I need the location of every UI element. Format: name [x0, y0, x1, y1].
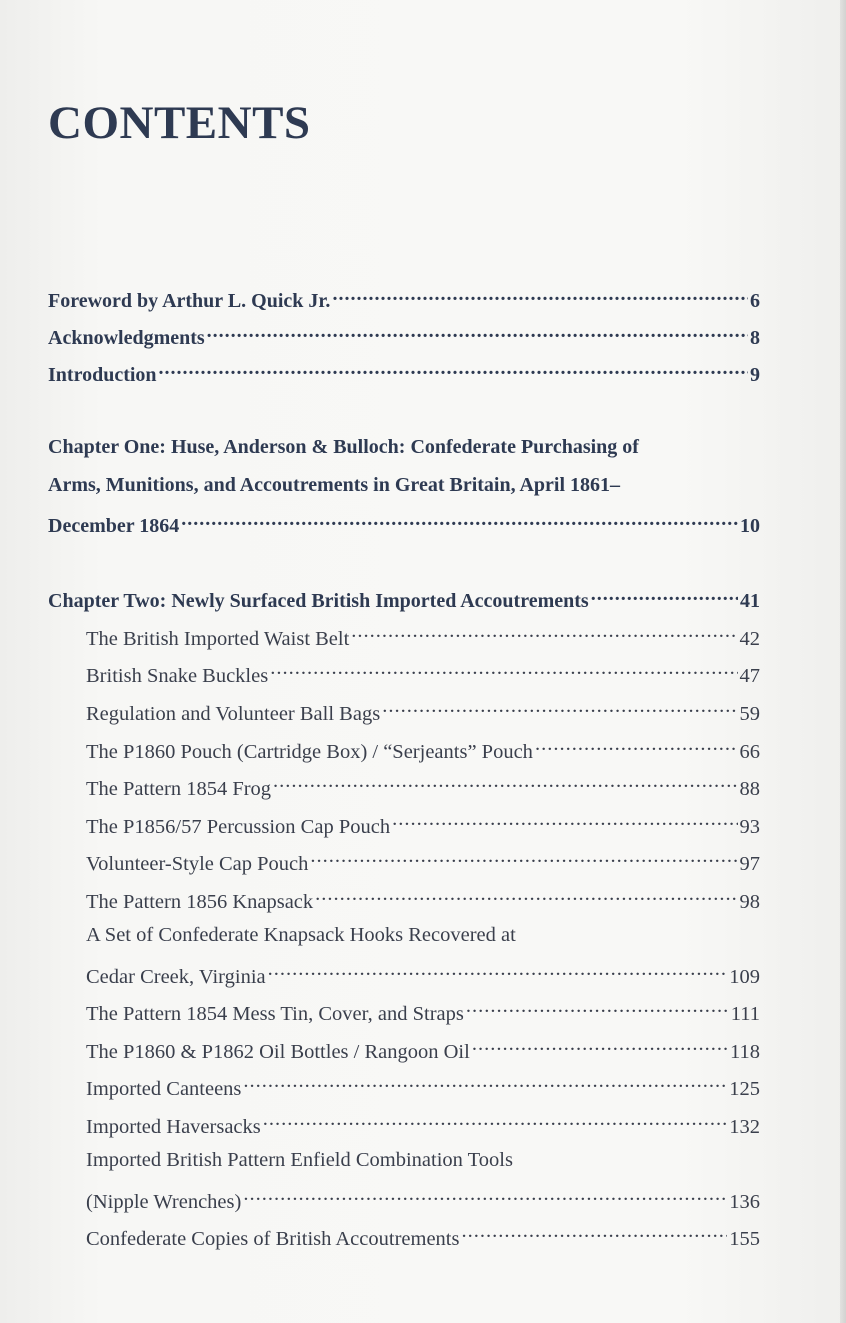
- toc-subentry[interactable]: [86, 1074, 760, 1101]
- entry-page: 136: [729, 1190, 760, 1213]
- entry-label: Regulation and Volunteer Ball Bags: [86, 702, 381, 725]
- toc-subentry[interactable]: [86, 849, 760, 876]
- entry-page: 66: [739, 740, 760, 763]
- entry-page: 42: [739, 627, 760, 650]
- dot-leader: [243, 1187, 727, 1208]
- toc-entry-chapter-one[interactable]: [48, 512, 760, 538]
- entry-label: The British Imported Waist Belt: [86, 627, 350, 650]
- chapter-one-line-1: Chapter One: Huse, Anderson & Bulloch: Confederate Purchasing of: [48, 436, 639, 458]
- dot-leader: [332, 287, 748, 307]
- entry-page: 97: [739, 852, 760, 875]
- entry-label: Imported Haversacks: [86, 1115, 261, 1138]
- page-title: CONTENTS: [48, 97, 311, 149]
- dot-leader: [263, 1112, 727, 1133]
- entry-label: The Pattern 1854 Mess Tin, Cover, and Straps: [86, 1002, 464, 1025]
- dot-leader: [273, 774, 737, 795]
- entry-page: 155: [729, 1227, 760, 1250]
- entry-page: 118: [730, 1040, 760, 1063]
- toc-entry-introduction[interactable]: [48, 361, 760, 387]
- toc-subentry[interactable]: [86, 812, 760, 839]
- entry-page: 93: [739, 815, 760, 838]
- dot-leader: [351, 624, 737, 645]
- entry-page: 109: [729, 965, 760, 988]
- dot-leader: [382, 699, 737, 720]
- dot-leader: [243, 1074, 727, 1095]
- entry-page: 6: [750, 290, 760, 312]
- toc-subentry[interactable]: [86, 624, 760, 651]
- toc-subentry[interactable]: [86, 1187, 760, 1214]
- entry-page: 111: [730, 1002, 760, 1025]
- entry-page: 10: [740, 515, 760, 537]
- toc-subentry[interactable]: [86, 737, 760, 764]
- entry-page: 9: [750, 364, 760, 386]
- entry-label: British Snake Buckles: [86, 664, 269, 687]
- entry-page: 132: [729, 1115, 760, 1138]
- subentry-first-line: A Set of Confederate Knapsack Hooks Recovered at: [86, 924, 516, 946]
- toc-subentry[interactable]: [86, 1037, 760, 1064]
- entry-label: Foreword by Arthur L. Quick Jr.: [48, 290, 331, 312]
- entry-label: (Nipple Wrenches): [86, 1190, 242, 1213]
- entry-label: Volunteer-Style Cap Pouch: [86, 852, 309, 875]
- toc-subentry[interactable]: [86, 699, 760, 726]
- toc-subentry[interactable]: [86, 774, 760, 801]
- entry-label: Cedar Creek, Virginia: [86, 965, 266, 988]
- entry-label: The P1860 & P1862 Oil Bottles / Rangoon Oil: [86, 1040, 470, 1063]
- toc-entry-acknowledgments[interactable]: [48, 324, 760, 350]
- dot-leader: [535, 737, 738, 758]
- dot-leader: [207, 324, 748, 344]
- toc-entry-foreword[interactable]: [48, 287, 760, 313]
- toc-subentry[interactable]: [86, 661, 760, 688]
- entry-page: 125: [729, 1077, 760, 1100]
- page-edge: [840, 0, 846, 1323]
- entry-label: The Pattern 1854 Frog: [86, 777, 272, 800]
- toc-subentry[interactable]: [86, 999, 760, 1026]
- entry-page: 59: [739, 702, 760, 725]
- entry-label: December 1864: [48, 515, 180, 537]
- dot-leader: [466, 999, 729, 1020]
- entry-label: Imported Canteens: [86, 1077, 242, 1100]
- entry-label: The Pattern 1856 Knapsack: [86, 890, 314, 913]
- subentry-first-line: Imported British Pattern Enfield Combination Tools: [86, 1149, 513, 1171]
- dot-leader: [591, 587, 738, 607]
- toc-subentry[interactable]: [86, 887, 760, 914]
- chapter-one-line-2: Arms, Munitions, and Accoutrements in Great Britain, April 1861–: [48, 474, 621, 496]
- dot-leader: [315, 887, 737, 908]
- entry-label: Introduction: [48, 364, 157, 386]
- entry-page: 41: [740, 590, 760, 612]
- entry-label: The P1856/57 Percussion Cap Pouch: [86, 815, 391, 838]
- dot-leader: [181, 512, 738, 532]
- entry-label: Acknowledgments: [48, 327, 205, 349]
- dot-leader: [472, 1037, 728, 1058]
- dot-leader: [270, 661, 737, 682]
- entry-page: 88: [739, 777, 760, 800]
- toc-subentry[interactable]: [86, 962, 760, 989]
- toc-subentry[interactable]: [86, 1224, 760, 1251]
- entry-page: 47: [739, 664, 760, 687]
- entry-label: Confederate Copies of British Accoutrements: [86, 1227, 460, 1250]
- dot-leader: [159, 361, 748, 381]
- dot-leader: [392, 812, 737, 833]
- entry-page: 98: [739, 890, 760, 913]
- entry-label: Chapter Two: Newly Surfaced British Imported Accoutrements: [48, 590, 589, 612]
- entry-label: The P1860 Pouch (Cartridge Box) / “Serjeants” Pouch: [86, 740, 533, 763]
- entry-page: 8: [750, 327, 760, 349]
- dot-leader: [310, 849, 737, 870]
- dot-leader: [268, 962, 728, 983]
- toc-entry-chapter-two[interactable]: [48, 587, 760, 613]
- dot-leader: [461, 1224, 727, 1245]
- toc-subentry[interactable]: [86, 1112, 760, 1139]
